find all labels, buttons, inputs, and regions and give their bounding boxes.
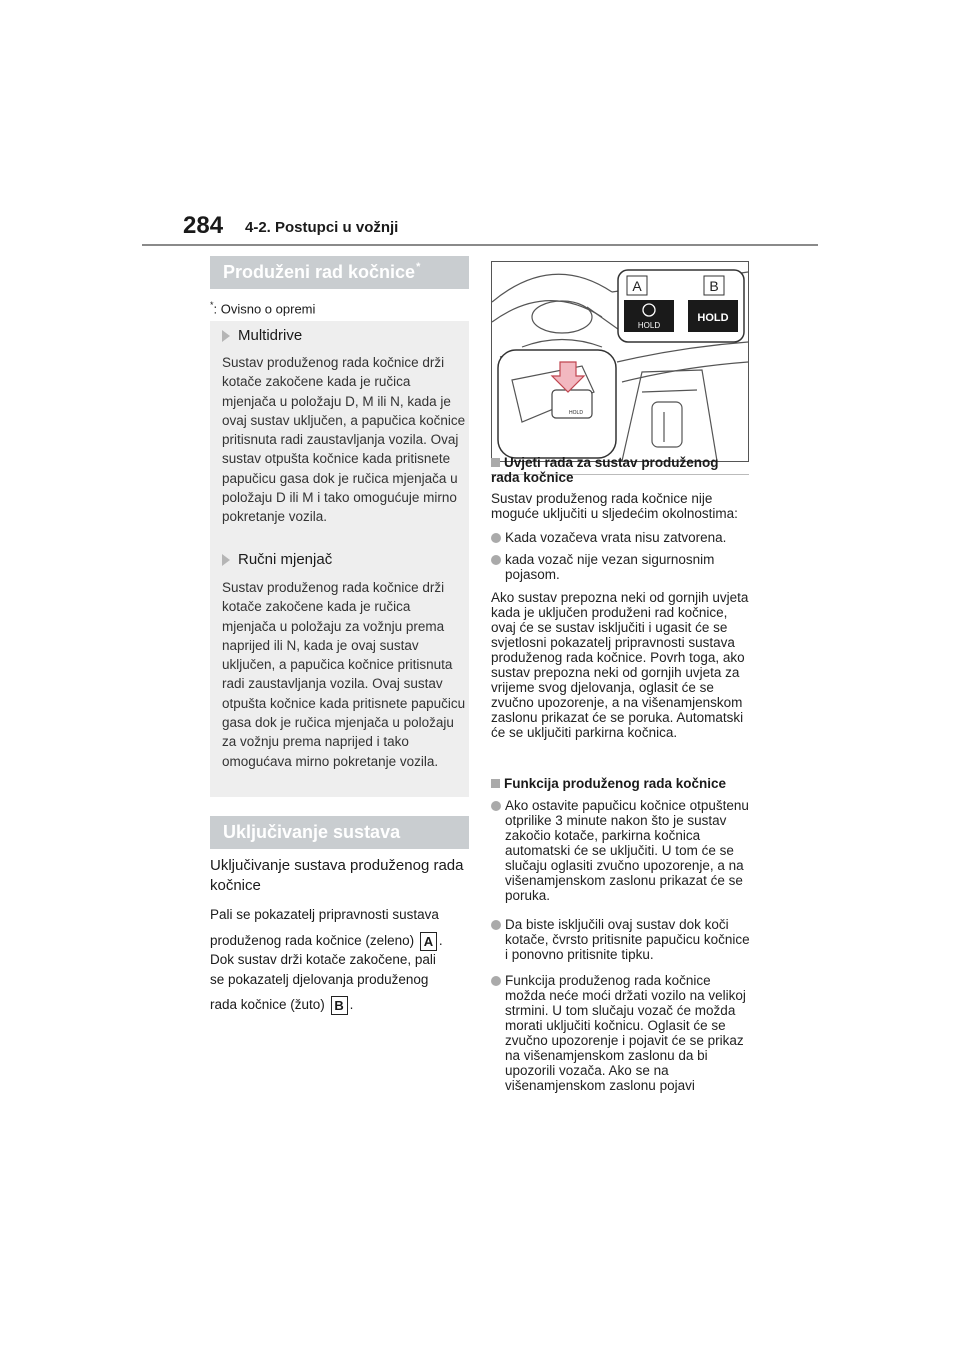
enabling-lead: Uključivanje sustava produženog rada kočnice xyxy=(210,857,464,894)
subsection-multidrive xyxy=(222,327,302,344)
dashboard-drawing xyxy=(492,262,748,461)
bullet-text: Ako ostavite papučicu kočnice otpuštenu otprilike 3 minute nakon što je sustav zakočio kotače, parkirna kočnica automatski će se uključiti. U tom će se slučaju oglasiti zvučno upozorenje, a na višenamjenskom zaslonu prikazat će se poruka. xyxy=(505,798,749,903)
label-a-box: A xyxy=(420,932,437,951)
hold-small-text: HOLD xyxy=(569,410,583,416)
bullet-icon xyxy=(491,533,501,543)
label-a: A xyxy=(632,278,642,294)
paragraph: Sustav produženog rada kočnice nije moguće uključiti u sljedećim okolnostima: xyxy=(491,491,738,521)
enabling-line xyxy=(210,996,353,1015)
enabling-line: Pali se pokazatelj pripravnosti sustava xyxy=(210,907,439,922)
multidrive-text: Sustav produženog rada kočnice drži kotače zakočene kada je ručica mjenjača u položaju D, M ili N, kada je ovaj sustav uključen, a papučica kočnice pritisnuta radi zaustavljanja vozila. Ovaj sustav otpušta kočnice kada pritisnete papučicu gasa dok je ručica mjenjača u položaju D ili M i tako omogućuje mirno pokretanje vozila. xyxy=(222,355,466,525)
footnote-text: : Ovisno o opremi xyxy=(213,301,316,317)
footnote xyxy=(210,300,315,316)
enabling-line xyxy=(210,932,443,951)
heading-operating-conditions xyxy=(491,455,749,485)
section-heading-text: Produženi rad kočnice xyxy=(223,262,416,282)
triangle-bullet-icon xyxy=(222,554,230,566)
bullet-item xyxy=(491,552,753,582)
section-heading-enabling xyxy=(210,816,469,849)
subsection-title: Ručni mjenjač xyxy=(238,551,333,568)
switch-inset xyxy=(498,350,616,458)
header-divider xyxy=(142,244,818,246)
bullet-icon xyxy=(491,976,501,986)
bullet-item xyxy=(491,530,753,545)
heading-text: Uvjeti rada za sustav produženog rada kočnice xyxy=(491,455,719,485)
square-bullet-icon xyxy=(491,779,500,788)
bullet-icon xyxy=(491,920,501,930)
hold-switch-illustration xyxy=(491,261,749,462)
bullet-icon xyxy=(491,801,501,811)
label-b: B xyxy=(709,278,719,294)
triangle-bullet-icon xyxy=(222,330,230,342)
square-bullet-icon xyxy=(491,458,500,467)
label-b-box: B xyxy=(331,996,348,1015)
chapter-title: 4-2. Postupci u vožnji xyxy=(245,219,399,236)
subsection-title: Multidrive xyxy=(238,327,303,344)
bullet-icon xyxy=(491,555,501,565)
page-number: 284 xyxy=(183,212,224,239)
manual-transmission-text: Sustav produženog rada kočnice drži kotače zakočene kada je ručica mjenjača u položaju za vožnju prema naprijed ili N, kada je ovaj sustav uključen, a papučica kočnice pritisnuta radi zaustavljanja vozila. Ovaj sustav otpušta kočnice kada pritisnete papučicu gasa dok je ručica mjenjača u položaju za vožnju prema naprijed i tako omogućava mirno pokretanje vozila. xyxy=(222,580,466,769)
section-heading-text: Uključivanje sustava xyxy=(223,822,401,842)
subsection-manual-transmission xyxy=(222,551,332,568)
hold-a-text: HOLD xyxy=(637,321,661,330)
hold-panel xyxy=(618,270,744,342)
bullet-item xyxy=(491,917,753,962)
period: . xyxy=(438,933,443,949)
heading-brake-function xyxy=(491,776,753,791)
section-heading-extended-brake xyxy=(210,256,469,289)
paragraph: Ako sustav prepozna neki od gornjih uvjeta kada je uključen produženi rad kočnice, ovaj će se sustav isključiti i ugasit će se svjetlosni pokazatelj pripravnosti sustava produženog rada kočnice. Povrh toga, ako sustav prepozna neki od gornjih uvjeta za vrijeme svog djelovanja, oglasit će se zvučno upozorenje, a na višenamjenskom zaslonu prikazat će se poruka. Automatski će se uključiti parkirna kočnica. xyxy=(491,590,749,740)
period: . xyxy=(349,997,354,1013)
enabling-line: se pokazatelj djelovanja produženog xyxy=(210,972,429,987)
bullet-text: Funkcija produženog rada kočnice možda neće moći držati vozilo na velikoj strmini. U tom slučaju vozač će možda morati uključiti kočnicu. Oglasit će se zvučno upozorenje i pojavit će se prikaz na višenamjenskom zaslonu da bi upozorili vozača. Ako se na višenamjenskom zaslonu pojavi xyxy=(505,973,746,1093)
bullet-text: kada vozač nije vezan sigurnosnim pojasom. xyxy=(505,552,715,582)
enabling-line: Dok sustav drži kotače zakočene, pali xyxy=(210,952,436,967)
bullet-item xyxy=(491,798,753,903)
bullet-text: Da biste isključili ovaj sustav dok koči kotače, čvrsto pritisnite papučicu kočnice i ponovno pritisnite tipku. xyxy=(505,917,750,962)
bullet-item xyxy=(491,973,753,1093)
enabling-line-text: produženog rada kočnice (zeleno) xyxy=(210,933,415,949)
footnote-marker: * xyxy=(416,260,421,273)
enabling-line-text: rada kočnice (žuto) xyxy=(210,997,325,1013)
heading-text: Funkcija produženog rada kočnice xyxy=(504,776,727,791)
bullet-text: Kada vozačeva vrata nisu zatvorena. xyxy=(505,530,727,545)
hold-b-text: HOLD xyxy=(697,312,729,324)
footnote-sup: * xyxy=(210,300,214,310)
